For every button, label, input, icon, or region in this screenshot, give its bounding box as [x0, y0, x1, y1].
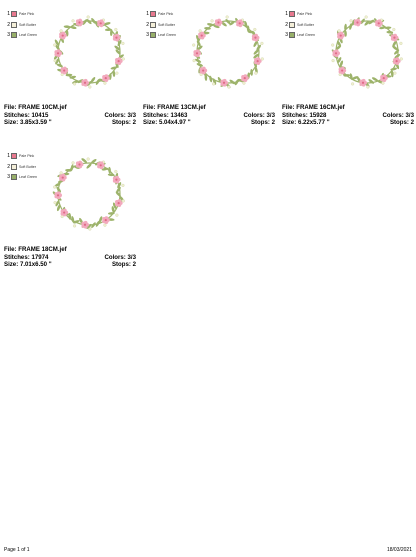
file-name-label: File: [4, 246, 17, 253]
file-name-value: FRAME 16CM.jef [296, 104, 345, 111]
bud-mark [261, 42, 264, 45]
bud-mark [53, 186, 56, 189]
thread-swatch [11, 11, 17, 17]
wreath-preview [49, 12, 129, 92]
bud-mark [392, 28, 395, 31]
thread-swatch [289, 22, 295, 28]
bud-mark [104, 224, 107, 227]
thread-name: Leaf Green [19, 33, 37, 37]
legend-number: 3 [7, 32, 10, 38]
bud-mark [88, 86, 91, 89]
thread-swatch [150, 22, 156, 28]
design-info [282, 104, 414, 127]
design-info [143, 104, 275, 127]
color-count-value: 3/3 [405, 111, 414, 119]
flower-mark [393, 57, 401, 65]
flower-mark [54, 191, 62, 199]
legend-number: 1 [7, 11, 10, 17]
bud-mark [226, 16, 229, 19]
thread-name: Soft Butter [19, 22, 36, 27]
bud-mark [73, 82, 76, 85]
bud-mark [122, 58, 125, 61]
bud-mark [122, 184, 125, 187]
color-count [243, 112, 275, 120]
page-number: Page 1 of 1 [4, 547, 30, 553]
leaf-mark [108, 167, 111, 174]
design-size-value: 5.04x4.97 " [158, 119, 191, 126]
thread-swatch [289, 32, 295, 38]
thread-swatch [289, 11, 295, 17]
bud-mark [350, 19, 353, 22]
color-count-label: Colors: [104, 111, 126, 119]
stop-count [390, 119, 414, 127]
file-name-value: FRAME 13CM.jef [157, 104, 206, 111]
bud-mark [365, 16, 368, 19]
stop-count-label: Stops: [389, 119, 409, 126]
bud-mark [366, 86, 369, 89]
thread-name: Soft Butter [158, 22, 175, 27]
leaf-mark [344, 24, 347, 31]
bud-mark [87, 16, 90, 19]
thread-swatch [11, 153, 17, 159]
bud-mark [122, 200, 125, 203]
design-size [282, 119, 330, 127]
bud-mark [400, 42, 403, 45]
legend-row [284, 20, 315, 30]
bud-mark [332, 59, 335, 62]
bud-mark [382, 82, 385, 85]
stitch-count-label: Stitches: [4, 253, 30, 261]
legend-row [6, 162, 37, 172]
bud-mark [192, 44, 195, 47]
stop-count-value: 2 [410, 119, 414, 126]
thread-name: Soft Butter [19, 164, 36, 169]
bud-mark [72, 19, 75, 22]
flower-mark [254, 57, 262, 65]
legend-row [6, 30, 37, 40]
stop-count-value: 2 [132, 119, 136, 126]
stop-count-label: Stops: [111, 261, 131, 268]
flower-mark [76, 19, 84, 27]
color-count-value: 3/3 [127, 111, 136, 119]
design-card [143, 6, 275, 131]
bud-mark [60, 171, 63, 174]
thread-swatch [11, 32, 17, 38]
bud-mark [53, 44, 56, 47]
stop-count [112, 261, 136, 269]
file-name-label: File: [282, 104, 295, 111]
thread-name: Soft Butter [297, 22, 314, 27]
legend-number: 2 [146, 21, 149, 28]
design-size [143, 119, 191, 127]
leaf-mark [70, 26, 77, 30]
flower-mark [337, 32, 345, 40]
design-info [4, 104, 136, 127]
thread-name: Pale Pink [297, 12, 313, 16]
bud-mark [115, 214, 118, 217]
file-name [4, 246, 67, 254]
leaf-mark [196, 62, 203, 67]
bud-mark [104, 82, 107, 85]
bud-mark [243, 82, 246, 85]
thread-swatch [11, 164, 17, 170]
flower-mark [359, 79, 367, 87]
legend-row [284, 30, 315, 40]
flower-mark [215, 19, 223, 27]
design-size-label: Size: [143, 119, 158, 126]
legend-number: 1 [146, 11, 149, 17]
thread-swatch [150, 32, 156, 38]
legend-number: 1 [7, 153, 10, 159]
wreath-preview [49, 154, 129, 234]
stitch-count [4, 112, 48, 120]
legend-row [6, 172, 37, 182]
color-count-label: Colors: [243, 111, 265, 119]
bud-mark [193, 59, 196, 62]
color-count [104, 112, 136, 120]
wreath-preview [327, 12, 407, 92]
legend-row [6, 20, 37, 30]
legend-row [6, 151, 37, 161]
color-legend [145, 9, 176, 41]
bud-mark [54, 59, 57, 62]
thread-swatch [11, 174, 17, 180]
bud-mark [199, 29, 202, 32]
stop-count-value: 2 [132, 261, 136, 268]
legend-number: 3 [146, 32, 149, 38]
design-size-label: Size: [282, 119, 297, 126]
bud-mark [338, 29, 341, 32]
file-name [282, 104, 345, 112]
flower-mark [76, 161, 84, 169]
design-size [4, 119, 52, 127]
wreath-preview [188, 12, 268, 92]
design-size-value: 3.85x3.59 " [19, 119, 52, 126]
bud-mark [254, 72, 257, 75]
stitch-count-label: Stitches: [143, 111, 169, 119]
bud-mark [88, 228, 91, 231]
file-name-value: FRAME 10CM.jef [18, 104, 67, 111]
design-card [4, 6, 136, 131]
design-size-label: Size: [4, 261, 19, 268]
bud-mark [400, 58, 403, 61]
design-size [4, 261, 52, 269]
color-count [382, 112, 414, 120]
stop-count-label: Stops: [250, 119, 270, 126]
bud-mark [114, 28, 117, 31]
thread-name: Leaf Green [19, 175, 37, 179]
stitch-count-label: Stitches: [282, 111, 308, 119]
bud-mark [393, 72, 396, 75]
legend-row [145, 20, 176, 30]
bud-mark [331, 44, 334, 47]
stitch-count-value: 13463 [170, 111, 188, 119]
design-card [282, 6, 414, 131]
bud-mark [73, 224, 76, 227]
legend-number: 3 [285, 32, 288, 38]
thread-name: Pale Pink [19, 12, 35, 16]
file-name [4, 104, 67, 112]
bud-mark [115, 72, 118, 75]
flower-mark [354, 19, 362, 27]
stop-count-value: 2 [271, 119, 275, 126]
bud-mark [54, 201, 57, 204]
file-name-value: FRAME 18CM.jef [18, 246, 67, 253]
stitch-count-value: 10415 [31, 111, 49, 119]
thread-name: Pale Pink [19, 154, 35, 158]
thread-name: Leaf Green [158, 33, 176, 37]
stop-count [112, 119, 136, 127]
bud-mark [122, 42, 125, 45]
legend-row [6, 9, 37, 19]
stitch-count [282, 112, 326, 120]
flower-mark [59, 32, 67, 40]
legend-row [145, 30, 176, 40]
stitch-count-value: 15928 [309, 111, 327, 119]
color-legend [284, 9, 315, 41]
file-name [143, 104, 206, 112]
file-name-label: File: [143, 104, 156, 111]
bud-mark [227, 86, 230, 89]
bud-mark [253, 28, 256, 31]
bud-mark [87, 158, 90, 161]
color-legend [6, 151, 37, 183]
color-count-label: Colors: [382, 111, 404, 119]
bud-mark [72, 161, 75, 164]
thread-swatch [11, 22, 17, 28]
bud-mark [261, 58, 264, 61]
print-date: 18/03/2021 [386, 547, 412, 553]
stitch-count-value: 17974 [31, 253, 49, 261]
thread-swatch [150, 11, 156, 17]
legend-number: 3 [7, 174, 10, 180]
design-size-label: Size: [4, 119, 19, 126]
design-size-value: 7.01x6.50 " [19, 261, 52, 268]
flower-mark [193, 49, 201, 57]
legend-row [145, 9, 176, 19]
stitch-count [143, 112, 187, 120]
stop-count [251, 119, 275, 127]
legend-row [284, 9, 315, 19]
stitch-count [4, 254, 48, 262]
design-card [4, 148, 136, 273]
flower-mark [113, 176, 121, 184]
bud-mark [212, 82, 215, 85]
thread-name: Pale Pink [158, 12, 174, 16]
bud-mark [211, 19, 214, 22]
design-info [4, 246, 136, 269]
color-count-value: 3/3 [266, 111, 275, 119]
thread-name: Leaf Green [297, 33, 315, 37]
bud-mark [114, 170, 117, 173]
bud-mark [60, 29, 63, 32]
color-legend [6, 9, 37, 41]
design-size-value: 6.22x5.77 " [297, 119, 330, 126]
color-count-label: Colors: [104, 253, 126, 261]
legend-number: 1 [285, 11, 288, 17]
bud-mark [351, 82, 354, 85]
legend-number: 2 [7, 21, 10, 28]
flower-mark [115, 57, 123, 65]
flower-mark [332, 49, 340, 57]
file-name-label: File: [4, 104, 17, 111]
legend-number: 2 [7, 163, 10, 170]
color-count-value: 3/3 [127, 253, 136, 261]
stitch-count-label: Stitches: [4, 111, 30, 119]
legend-number: 2 [285, 21, 288, 28]
color-count [104, 254, 136, 262]
stop-count-label: Stops: [111, 119, 131, 126]
